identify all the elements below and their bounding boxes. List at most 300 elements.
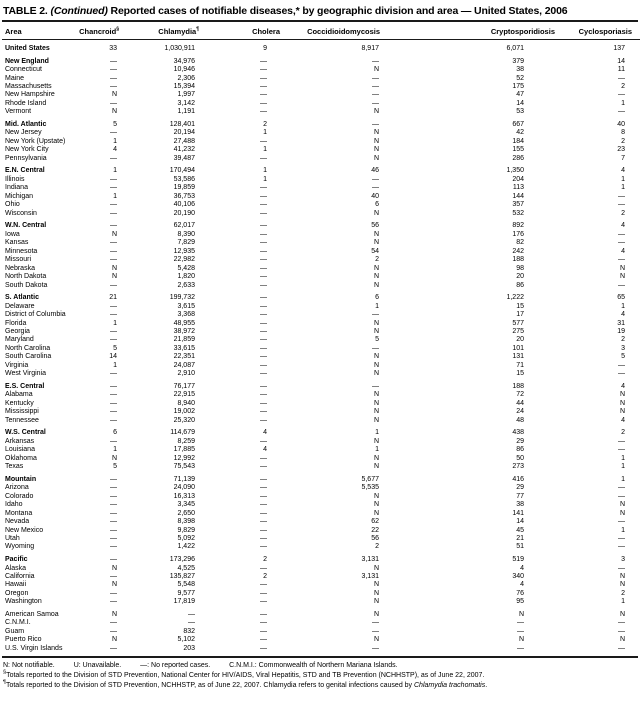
value-cell: — bbox=[260, 370, 267, 378]
value-cell: N bbox=[373, 509, 379, 517]
value-cell: 3 bbox=[621, 556, 625, 564]
table-row bbox=[2, 193, 640, 201]
value-cell: 86 bbox=[516, 281, 524, 289]
table-row bbox=[2, 455, 640, 463]
area-cell: New York City bbox=[5, 146, 49, 154]
value-cell: 75,543 bbox=[173, 463, 195, 471]
area-cell: Minnesota bbox=[5, 247, 38, 255]
area-cell: Colorado bbox=[5, 492, 34, 500]
area-cell: Wyoming bbox=[5, 543, 35, 551]
area-cell: Guam bbox=[5, 627, 25, 635]
value-cell: 40 bbox=[371, 192, 379, 200]
value-cell: 3,345 bbox=[177, 501, 195, 509]
value-cell: 199,732 bbox=[169, 294, 195, 302]
value-cell: — bbox=[260, 644, 267, 652]
area-cell: Illinois bbox=[5, 175, 25, 183]
value-cell: — bbox=[618, 564, 625, 572]
value-cell: N bbox=[373, 319, 379, 327]
value-cell: 3 bbox=[621, 344, 625, 352]
value-cell: 3,368 bbox=[177, 311, 195, 319]
value-cell: 45 bbox=[516, 526, 524, 534]
legend-unavailable: U: Unavailable. bbox=[73, 662, 122, 670]
value-cell: 2 bbox=[621, 589, 625, 597]
area-cell: Pennsylvania bbox=[5, 154, 47, 162]
value-cell: 98 bbox=[516, 264, 524, 272]
value-cell: — bbox=[260, 294, 267, 302]
value-cell: — bbox=[372, 627, 379, 635]
value-cell: 22,915 bbox=[173, 391, 195, 399]
table-title-label: TABLE 2. bbox=[3, 5, 48, 17]
value-cell: — bbox=[110, 543, 117, 551]
value-cell: — bbox=[110, 627, 117, 635]
value-cell: — bbox=[260, 108, 267, 116]
value-cell: 4 bbox=[621, 167, 625, 175]
table-row bbox=[2, 370, 640, 378]
value-cell: N bbox=[373, 370, 379, 378]
value-cell: 1,030,911 bbox=[164, 45, 195, 52]
value-cell: — bbox=[372, 175, 379, 183]
value-cell: N bbox=[373, 610, 379, 618]
value-cell: N bbox=[373, 589, 379, 597]
value-cell: 8 bbox=[621, 129, 625, 137]
area-cell: West Virginia bbox=[5, 370, 46, 378]
area-cell: W.N. Central bbox=[5, 222, 47, 230]
value-cell: 72 bbox=[516, 391, 524, 399]
value-cell: — bbox=[618, 239, 625, 247]
value-cell: N bbox=[373, 129, 379, 137]
value-cell: N bbox=[373, 391, 379, 399]
value-cell: — bbox=[260, 336, 267, 344]
area-cell: Montana bbox=[5, 509, 33, 517]
value-cell: N bbox=[619, 572, 625, 580]
value-cell: — bbox=[260, 247, 267, 255]
value-cell: 1,191 bbox=[177, 108, 195, 116]
value-cell: 137 bbox=[613, 45, 625, 52]
value-cell: 53 bbox=[516, 108, 524, 116]
value-cell: — bbox=[618, 446, 625, 454]
value-cell: 1 bbox=[375, 429, 379, 437]
table-row bbox=[2, 535, 640, 543]
table-row bbox=[2, 336, 640, 344]
value-cell: 1 bbox=[263, 175, 267, 183]
value-cell: N bbox=[619, 408, 625, 416]
value-cell: — bbox=[110, 619, 117, 627]
value-cell: 4 bbox=[621, 382, 625, 390]
value-cell: N bbox=[619, 273, 625, 281]
value-cell: 1 bbox=[621, 99, 625, 107]
value-cell: 1 bbox=[113, 446, 117, 454]
value-cell: — bbox=[260, 518, 267, 526]
value-cell: 15 bbox=[516, 302, 524, 310]
area-cell: E.S. Central bbox=[5, 382, 45, 390]
value-cell: — bbox=[372, 344, 379, 352]
value-cell: — bbox=[618, 370, 625, 378]
value-cell: — bbox=[260, 437, 267, 445]
value-cell: 2 bbox=[375, 543, 379, 551]
table-row bbox=[2, 362, 640, 370]
value-cell: 20 bbox=[516, 273, 524, 281]
column-header-area: Area bbox=[2, 22, 76, 40]
value-cell: 54 bbox=[371, 247, 379, 255]
value-cell: — bbox=[260, 619, 267, 627]
value-cell: — bbox=[618, 534, 625, 542]
value-cell: — bbox=[260, 475, 267, 483]
value-cell: N bbox=[518, 636, 524, 644]
value-cell: — bbox=[260, 273, 267, 281]
value-cell: 2,650 bbox=[177, 509, 195, 517]
value-cell: N bbox=[373, 66, 379, 74]
value-cell: — bbox=[110, 239, 117, 247]
value-cell: — bbox=[260, 492, 267, 500]
value-cell: 40 bbox=[617, 121, 625, 128]
table-title bbox=[2, 3, 638, 22]
value-cell: 2 bbox=[621, 336, 625, 344]
area-cell: Georgia bbox=[5, 327, 30, 335]
value-cell: — bbox=[260, 91, 267, 99]
area-cell: Indiana bbox=[5, 184, 28, 192]
value-cell: 2,633 bbox=[177, 281, 195, 289]
value-cell: N bbox=[373, 327, 379, 335]
value-cell: — bbox=[110, 184, 117, 192]
value-cell: — bbox=[110, 391, 117, 399]
table-row bbox=[2, 484, 640, 492]
value-cell: 2 bbox=[263, 556, 267, 564]
column-header-cryptosporidiosis: Cryptosporidiosis bbox=[380, 22, 555, 40]
value-cell: 5,677 bbox=[361, 475, 379, 483]
value-cell: 62,017 bbox=[173, 222, 195, 230]
value-cell: — bbox=[260, 501, 267, 509]
table-row bbox=[2, 408, 640, 416]
value-cell: — bbox=[260, 222, 267, 230]
value-cell: 184 bbox=[512, 137, 524, 145]
value-cell: — bbox=[260, 57, 267, 65]
value-cell: — bbox=[110, 302, 117, 310]
value-cell: 6 bbox=[113, 429, 117, 437]
table-row bbox=[2, 581, 640, 589]
table-row bbox=[2, 239, 640, 247]
value-cell: 27,488 bbox=[173, 137, 195, 145]
area-cell: District of Columbia bbox=[5, 311, 66, 319]
area-cell: New Mexico bbox=[5, 526, 44, 534]
value-cell: 14 bbox=[109, 353, 117, 361]
value-cell: 51 bbox=[516, 543, 524, 551]
value-cell: N bbox=[619, 509, 625, 517]
value-cell: — bbox=[260, 463, 267, 471]
value-cell: 203 bbox=[183, 644, 195, 652]
value-cell: — bbox=[110, 256, 117, 264]
value-cell: 832 bbox=[183, 627, 195, 635]
value-cell: 17 bbox=[516, 311, 524, 319]
value-cell: — bbox=[110, 201, 117, 209]
value-cell: — bbox=[110, 336, 117, 344]
value-cell: — bbox=[260, 543, 267, 551]
value-cell: N bbox=[373, 137, 379, 145]
value-cell: 3,131 bbox=[361, 572, 379, 580]
table-row bbox=[2, 518, 640, 526]
value-cell: 4 bbox=[263, 446, 267, 454]
area-cell: Washington bbox=[5, 598, 42, 606]
table-row bbox=[2, 320, 640, 328]
table-row bbox=[2, 273, 640, 281]
value-cell: — bbox=[260, 327, 267, 335]
value-cell: 21,859 bbox=[173, 336, 195, 344]
value-cell: 6 bbox=[375, 201, 379, 209]
table-row bbox=[2, 573, 640, 581]
footnote-chlamydia: ¶Totals reported to the Division of STD Prevention, NCHHSTP, as of June 22, 2007. Chlamydia refers to genital infections caused by Chlamydia trachomatis. bbox=[3, 679, 488, 690]
value-cell: 273 bbox=[512, 463, 524, 471]
value-cell: 1 bbox=[113, 192, 117, 200]
table-row bbox=[2, 400, 640, 408]
table-row bbox=[2, 66, 640, 74]
value-cell: 8,390 bbox=[177, 230, 195, 238]
table-row bbox=[2, 590, 640, 598]
value-cell: N bbox=[373, 564, 379, 572]
value-cell: 62 bbox=[371, 518, 379, 526]
value-cell: 1 bbox=[113, 167, 117, 175]
value-cell: N bbox=[619, 399, 625, 407]
value-cell: — bbox=[260, 454, 267, 462]
value-cell: 47 bbox=[516, 91, 524, 99]
value-cell: N bbox=[373, 598, 379, 606]
table-row bbox=[2, 222, 640, 230]
area-cell: Mississippi bbox=[5, 408, 39, 416]
value-cell: 4,525 bbox=[177, 564, 195, 572]
value-cell: N bbox=[111, 91, 117, 99]
value-cell: 340 bbox=[512, 572, 524, 580]
table-row bbox=[2, 345, 640, 353]
column-header-cholera: Cholera bbox=[199, 22, 280, 40]
value-cell: 21 bbox=[516, 534, 524, 542]
notifiable-diseases-table bbox=[2, 22, 640, 653]
value-cell: 44 bbox=[516, 399, 524, 407]
value-cell: — bbox=[110, 311, 117, 319]
table-row bbox=[2, 294, 640, 302]
value-cell: — bbox=[618, 108, 625, 116]
value-cell: — bbox=[618, 74, 625, 82]
value-cell: N bbox=[619, 501, 625, 509]
table-row bbox=[2, 636, 640, 644]
value-cell: 4 bbox=[520, 564, 524, 572]
value-cell: — bbox=[110, 99, 117, 107]
value-cell: — bbox=[260, 636, 267, 644]
area-cell: Massachusetts bbox=[5, 83, 52, 90]
value-cell: — bbox=[260, 99, 267, 107]
value-cell: 2 bbox=[263, 121, 267, 128]
value-cell: — bbox=[618, 627, 625, 635]
value-cell: N bbox=[373, 501, 379, 509]
value-cell: — bbox=[260, 256, 267, 264]
table-body bbox=[2, 40, 640, 654]
value-cell: — bbox=[110, 644, 117, 652]
value-cell: N bbox=[373, 361, 379, 369]
area-cell: Mountain bbox=[5, 475, 37, 483]
footnote-chancroid: §Totals reported to the Division of STD Prevention, National Center for HIV/AIDS, Viral Hepatitis, STD and TB Prevention (NCHHSTP), as of June 22, 2007. bbox=[3, 669, 485, 680]
value-cell: 1 bbox=[621, 184, 625, 192]
value-cell: 7,829 bbox=[177, 239, 195, 247]
value-cell: 8,259 bbox=[177, 437, 195, 445]
value-cell: — bbox=[260, 83, 267, 90]
value-cell: N bbox=[111, 108, 117, 116]
value-cell: 8,398 bbox=[177, 518, 195, 526]
value-cell: 48,955 bbox=[173, 319, 195, 327]
area-cell: Idaho bbox=[5, 501, 23, 509]
value-cell: 176 bbox=[512, 230, 524, 238]
value-cell: 38 bbox=[516, 501, 524, 509]
value-cell: N bbox=[373, 353, 379, 361]
table-row bbox=[2, 476, 640, 484]
area-cell: Maryland bbox=[5, 336, 34, 344]
value-cell: 25,320 bbox=[173, 416, 195, 424]
value-cell: N bbox=[373, 416, 379, 424]
value-cell: 33,615 bbox=[173, 344, 195, 352]
value-cell: — bbox=[372, 644, 379, 652]
value-cell: — bbox=[618, 192, 625, 200]
table-row bbox=[2, 510, 640, 518]
area-cell: Texas bbox=[5, 463, 24, 471]
value-cell: 1 bbox=[113, 361, 117, 369]
value-cell: — bbox=[110, 281, 117, 289]
value-cell: N bbox=[373, 437, 379, 445]
table-row bbox=[2, 184, 640, 192]
value-cell: 4 bbox=[520, 581, 524, 589]
value-cell: — bbox=[618, 256, 625, 264]
table-row bbox=[2, 167, 640, 175]
table-row bbox=[2, 543, 640, 551]
value-cell: 1,422 bbox=[177, 543, 195, 551]
area-cell: American Samoa bbox=[5, 610, 59, 618]
table-row bbox=[2, 527, 640, 535]
table-row bbox=[2, 446, 640, 454]
value-cell: — bbox=[372, 184, 379, 192]
value-cell: — bbox=[260, 408, 267, 416]
value-cell: 1 bbox=[263, 146, 267, 154]
value-cell: 39,487 bbox=[173, 154, 195, 162]
value-cell: 14 bbox=[516, 518, 524, 526]
value-cell: 667 bbox=[512, 121, 524, 128]
table-row bbox=[2, 417, 640, 425]
value-cell: 1 bbox=[621, 454, 625, 462]
chlamydia-trachomatis-italic: Chlamydia trachomatis bbox=[414, 682, 486, 690]
area-cell: E.N. Central bbox=[5, 167, 45, 175]
value-cell: 38 bbox=[516, 66, 524, 74]
value-cell: — bbox=[110, 74, 117, 82]
value-cell: — bbox=[618, 492, 625, 500]
value-cell: 1 bbox=[113, 137, 117, 145]
value-cell: 2 bbox=[621, 429, 625, 437]
value-cell: 577 bbox=[512, 319, 524, 327]
legend-cnmi: C.N.M.I.: Commonwealth of Northern Mariana Islands. bbox=[229, 662, 398, 670]
value-cell: 1 bbox=[621, 475, 625, 483]
area-cell: Virginia bbox=[5, 361, 29, 369]
value-cell: — bbox=[618, 201, 625, 209]
value-cell: 275 bbox=[512, 327, 524, 335]
pilcrow-footnote-marker: ¶ bbox=[196, 26, 199, 33]
area-cell: Tennessee bbox=[5, 416, 39, 424]
value-cell: 1 bbox=[263, 167, 267, 175]
value-cell: — bbox=[110, 370, 117, 378]
value-cell: — bbox=[110, 437, 117, 445]
area-cell: Oklahoma bbox=[5, 454, 37, 462]
value-cell: 29 bbox=[516, 484, 524, 492]
value-cell: 5,535 bbox=[361, 484, 379, 492]
value-cell: — bbox=[260, 319, 267, 327]
value-cell: 5,548 bbox=[177, 581, 195, 589]
value-cell: 24,090 bbox=[173, 484, 195, 492]
value-cell: N bbox=[373, 492, 379, 500]
value-cell: 71,139 bbox=[173, 475, 195, 483]
value-cell: — bbox=[260, 391, 267, 399]
value-cell: 5 bbox=[621, 353, 625, 361]
value-cell: — bbox=[618, 230, 625, 238]
table-row bbox=[2, 91, 640, 99]
value-cell: — bbox=[260, 534, 267, 542]
value-cell: 5 bbox=[375, 336, 379, 344]
value-cell: 4 bbox=[263, 429, 267, 437]
value-cell: — bbox=[372, 382, 379, 390]
value-cell: 173,296 bbox=[169, 556, 195, 564]
table-row bbox=[2, 611, 640, 619]
value-cell: — bbox=[260, 598, 267, 606]
value-cell: 14 bbox=[617, 57, 625, 65]
area-cell: Pacific bbox=[5, 556, 28, 564]
value-cell: 438 bbox=[512, 429, 524, 437]
value-cell: 82 bbox=[516, 239, 524, 247]
table-row bbox=[2, 391, 640, 399]
value-cell: 8,940 bbox=[177, 399, 195, 407]
value-cell: — bbox=[260, 353, 267, 361]
value-cell: N bbox=[111, 264, 117, 272]
value-cell: — bbox=[110, 492, 117, 500]
value-cell: 5 bbox=[113, 344, 117, 352]
table-row bbox=[2, 311, 640, 319]
value-cell: N bbox=[619, 581, 625, 589]
value-cell: 2 bbox=[621, 209, 625, 217]
value-cell: 1,997 bbox=[177, 91, 195, 99]
value-cell: 12,992 bbox=[173, 454, 195, 462]
table-header bbox=[2, 22, 640, 40]
value-cell: 4 bbox=[621, 311, 625, 319]
value-cell: 144 bbox=[512, 192, 524, 200]
value-cell: 76 bbox=[516, 589, 524, 597]
value-cell: 1 bbox=[375, 302, 379, 310]
area-cell: South Dakota bbox=[5, 281, 48, 289]
value-cell: — bbox=[110, 509, 117, 517]
value-cell: N bbox=[111, 454, 117, 462]
value-cell: — bbox=[188, 610, 195, 618]
value-cell: 9 bbox=[263, 45, 267, 52]
value-cell: 4 bbox=[621, 247, 625, 255]
table-row bbox=[2, 100, 640, 108]
area-cell: Alaska bbox=[5, 564, 27, 572]
value-cell: 1 bbox=[375, 446, 379, 454]
value-cell: — bbox=[260, 74, 267, 82]
value-cell: — bbox=[110, 484, 117, 492]
table-row bbox=[2, 628, 640, 636]
value-cell: — bbox=[110, 526, 117, 534]
value-cell: — bbox=[260, 581, 267, 589]
value-cell: 7 bbox=[621, 154, 625, 162]
value-cell: — bbox=[372, 57, 379, 65]
value-cell: — bbox=[372, 74, 379, 82]
value-cell: 19,002 bbox=[173, 408, 195, 416]
area-cell: Vermont bbox=[5, 108, 32, 116]
value-cell: — bbox=[618, 361, 625, 369]
value-cell: — bbox=[260, 382, 267, 390]
value-cell: — bbox=[110, 327, 117, 335]
value-cell: — bbox=[260, 484, 267, 492]
value-cell: N bbox=[111, 636, 117, 644]
value-cell: — bbox=[372, 99, 379, 107]
